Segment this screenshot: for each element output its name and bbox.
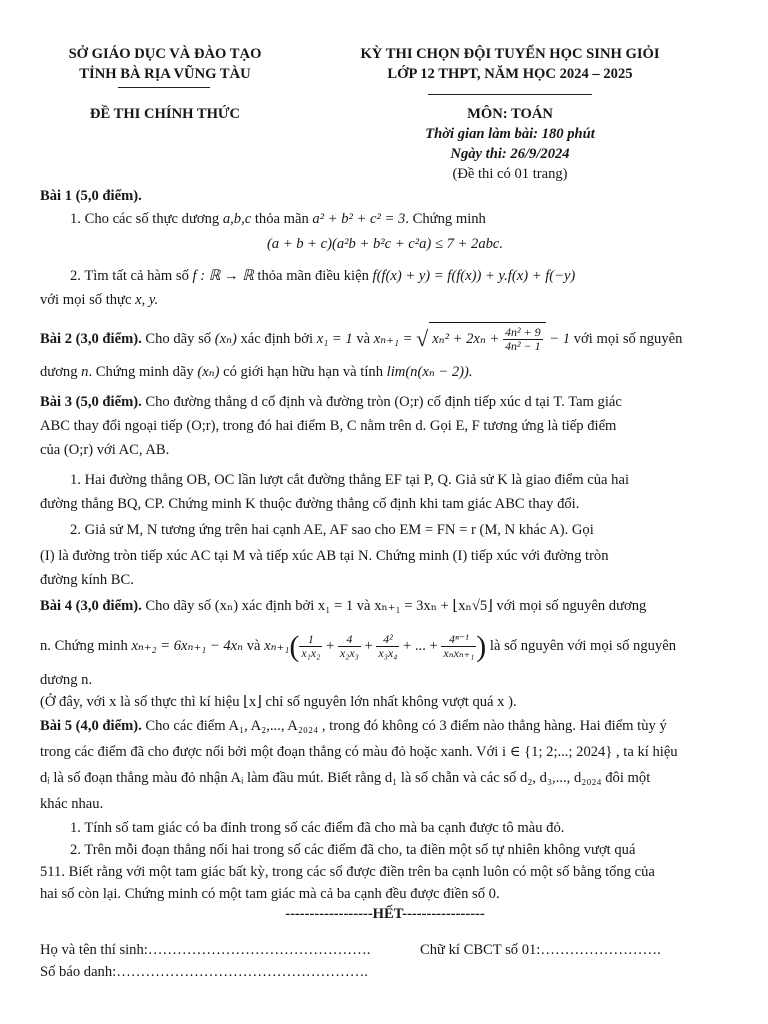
problem-3-part-2-line-3: đường kính BC.: [40, 572, 134, 588]
problem-5-part-2-line-3: hai số còn lại. Chứng minh có một tam giác mà cả ba cạnh đều được điền số 0.: [40, 886, 500, 902]
problem-4-line-1: Bài 4 (3,0 điểm). Cho dãy số (xₙ) xác định bởi x₁ = 1 và xₙ₊₁ = 3xₙ + ⌊xₙ√5⌋ với mọi số nguyên dương: [40, 598, 647, 614]
problem-3-part-1-line-2: đường thẳng BQ, CP. Chứng minh K thuộc đường thẳng cố định khi tam giác ABC thay đổi.: [40, 496, 580, 512]
time-limit: Thời gian làm bài: 180 phút: [425, 126, 595, 142]
official-label: ĐỀ THI CHÍNH THỨC: [89, 106, 241, 122]
problem-1-title: Bài 1 (5,0 điểm).: [40, 188, 142, 204]
fraction-1: $\frac{1}{\text{x₁x₂}}$: [301, 632, 321, 661]
problem-5-part-1: 1. Tính số tam giác có ba đỉnh trong số các điểm đã cho mà ba cạnh được tô màu đỏ.: [70, 820, 565, 836]
fraction-2: $\frac{4}{\text{x₂x₃}}$: [339, 632, 359, 661]
left-paren: (: [289, 630, 300, 663]
problem-3-part-2-line-2: (I) là đường tròn tiếp xúc AC tại M và tiếp xúc AB tại N. Chứng minh (I) tiếp xúc với đường tròn: [40, 548, 609, 564]
problem-1-part-2-end: với mọi số thực x, y.: [40, 292, 159, 308]
exam-date: Ngày thi: 26/9/2024: [450, 146, 570, 162]
problem-5-line-4: khác nhau.: [40, 796, 104, 812]
header-left-rule: [118, 87, 210, 88]
problem-5-part-2-line-2: 511. Biết rằng với một tam giác bất kỳ, trong các số được điền trên ba cạnh luôn có một số bằng tổng của: [40, 864, 655, 880]
header-right-rule: [428, 94, 592, 95]
fraction-4: $\frac{\text{4ⁿ⁻¹}}{\text{xₙxₙ₊₁}}$: [443, 632, 475, 661]
header-left: [40, 44, 290, 84]
exam-info: [310, 104, 710, 184]
problem-5-line-3: dᵢ là số đoạn thẳng màu đỏ nhận Aᵢ làm đầu mút. Biết rằng d₁ là số chẵn và các số d₂, d₃,..., d₂₀₂₄ đôi một: [40, 770, 651, 786]
problem-5-line-1: Bài 5 (4,0 điểm). Cho các điểm A₁, A₂,..., A₂₀₂₄ , trong đó không có 3 điểm nào thẳng hàng. Hai điểm tùy ý: [40, 718, 667, 734]
problem-3-part-2-line-1: 2. Giả sử M, N tương ứng trên hai cạnh AE, AF sao cho EM = FN = r (M, N khác A). Gọi: [70, 522, 594, 538]
problem-4-line-3: dương n.: [40, 672, 93, 688]
right-paren: ): [476, 630, 487, 663]
problem-3-part-1-line-1: 1. Hai đường thẳng OB, OC lần lượt cắt đường thẳng EF tại P, Q. Giả sử K là giao điểm của hai: [70, 472, 630, 488]
problem-3-line-1: Bài 3 (5,0 điểm). Cho đường thẳng d cố định và đường tròn (O;r) cố định tiếp xúc d tại T. Tam giác: [40, 394, 622, 410]
sqrt-icon: √: [416, 326, 429, 351]
problem-5-line-2: trong các điểm đã cho được nối bởi một đoạn thẳng có màu đỏ hoặc xanh. Với i ∈ {1; 2;...; 2024} , ta kí hiệu: [40, 744, 678, 760]
fraction-3: $\frac{\text{4²}}{\text{x₃x₄}}$: [378, 632, 398, 661]
exam-grade-year: LỚP 12 THPT, NĂM HỌC 2024 – 2025: [387, 66, 633, 82]
end-marker: ------------------HẾT-----------------: [285, 906, 485, 922]
problem-1-part-2: 2. Tìm tất cả hàm số f : ℝ → ℝ thỏa mãn điều kiện f(f(x) + y) = f(f(x)) + y.f(x) + f(−y): [70, 268, 576, 284]
problem-4-line-2: n. Chứng minh xₙ₊₂ = 6xₙ₊₁ − 4xₙ và xₙ₊₁( $\frac{1}{\text{x₁x₂}}$ + $\frac{4}{\text{x₂x₃}}$ + $\frac{\text{4²}}{\text{x₃x₄}}$ + ... + $\frac{\text{4ⁿ⁻¹}}{\text{xₙxₙ₊₁}}$ ) là số nguyên với mọi số nguyên: [40, 630, 676, 663]
candidate-number-field: Số báo danh:…………………………………………….: [40, 964, 368, 980]
problem-4-note: (Ở đây, với x là số thực thì kí hiệu ⌊x⌋ chỉ số nguyên lớn nhất không vượt quá x ).: [40, 694, 517, 710]
problem-1-part-1: 1. Cho các số thực dương a,b,c thỏa mãn a² + b² + c² = 3. Chứng minh: [70, 211, 486, 227]
problem-3-line-2: ABC thay đổi ngoại tiếp (O;r), trong đó hai điểm B, C nằm trên d. Gọi E, F tương ứng là tiếp điểm: [40, 418, 617, 434]
exam-title: KỲ THI CHỌN ĐỘI TUYỂN HỌC SINH GIỎI: [360, 46, 660, 62]
problem-2-line-1: Bài 2 (3,0 điểm). Cho dãy số (xₙ) xác định bởi x₁ = 1 và xₙ₊₁ = √ xₙ² + 2xₙ + $\frac{\text{4n² + 9}}{\text{4n² − 1}}$ − 1 với mọi số nguyên: [40, 322, 730, 354]
problem-2-line-2: dương n. Chứng minh dãy (xₙ) có giới hạn hữu hạn và tính lim(n(xₙ − 2)).: [40, 364, 473, 380]
header-right: [310, 44, 710, 84]
problem-3-line-3: của (O;r) với AC, AB.: [40, 442, 170, 458]
fraction: $\frac{\text{4n² + 9}}{\text{4n² − 1}}$: [504, 325, 541, 354]
page-count: (Đề thi có 01 trang): [452, 166, 568, 182]
province-name: TỈNH BÀ RỊA VŨNG TÀU: [79, 66, 251, 82]
dept-name: SỞ GIÁO DỤC VÀ ĐÀO TẠO: [68, 46, 262, 62]
proctor-signature-field: Chữ kí CBCT số 01:…………………….: [420, 942, 661, 958]
problem-1-inequality: (a + b + c)(a²b + b²c + c²a) ≤ 7 + 2abc.: [266, 236, 504, 252]
sqrt-body: xₙ² + 2xₙ + $\frac{\text{4n² + 9}}{\text{4n² − 1}}$: [429, 322, 545, 354]
problem-5-part-2-line-1: 2. Trên mỗi đoạn thẳng nối hai trong số các điểm đã cho, ta điền một số tự nhiên không vượt quá: [70, 842, 636, 858]
subject: MÔN: TOÁN: [467, 106, 553, 122]
candidate-name-field: Họ và tên thí sinh:……………………………………….: [40, 942, 371, 958]
